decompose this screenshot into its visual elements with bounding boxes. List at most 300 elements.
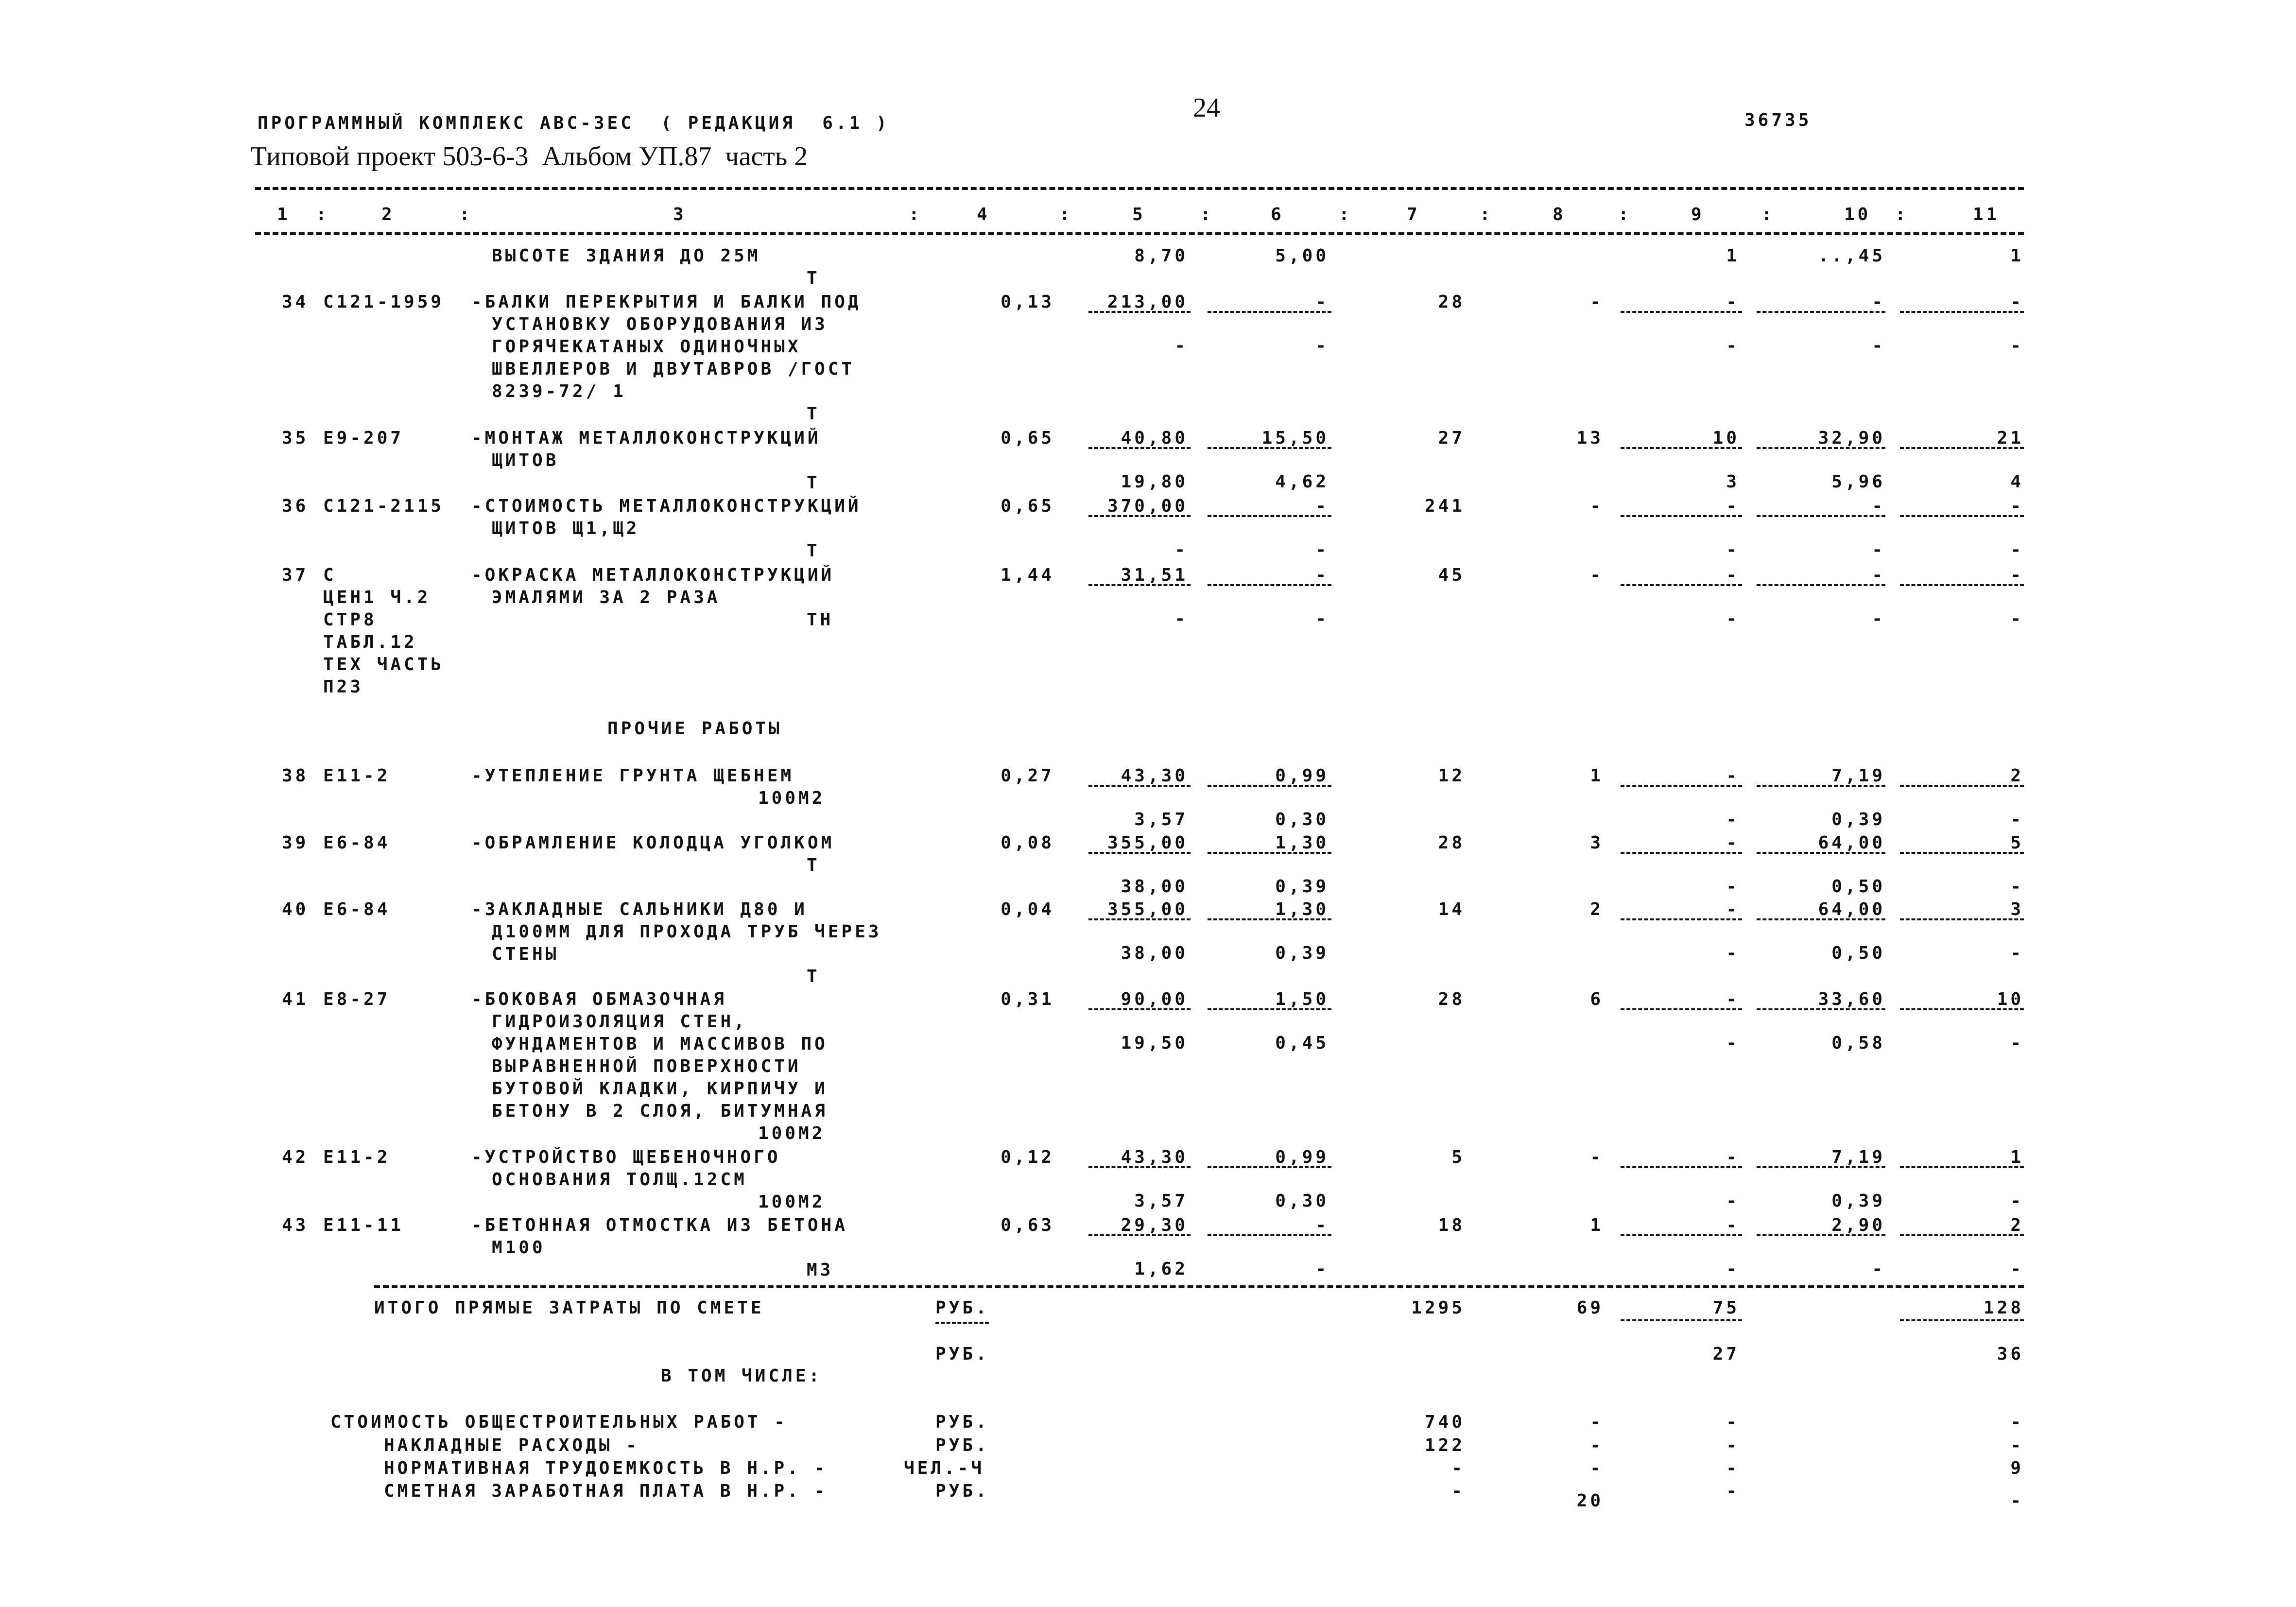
row-number: 39 bbox=[282, 833, 309, 853]
row-value-c5: 29,30 bbox=[1121, 1215, 1188, 1235]
row-divider bbox=[1900, 447, 2024, 449]
row-divider bbox=[1208, 1008, 1331, 1010]
column-number: 5 bbox=[1132, 205, 1146, 225]
breakdown-label: НАКЛАДНЫЕ РАСХОДЫ - bbox=[384, 1435, 639, 1455]
row-name: УСТАНОВКУ ОБОРУДОВАНИЯ ИЗ bbox=[492, 314, 828, 334]
row-name: М100 bbox=[492, 1238, 546, 1258]
row-value-c5: 43,30 bbox=[1121, 766, 1188, 786]
row-value-c8: - bbox=[1590, 496, 1604, 516]
row-sub-value-c6b: - bbox=[1315, 540, 1329, 560]
breakdown-c11: - bbox=[2010, 1412, 2024, 1432]
row-value-c6: - bbox=[1315, 1215, 1329, 1235]
column-number: 2 bbox=[381, 205, 395, 225]
breakdown-c9: - bbox=[1726, 1435, 1740, 1455]
row-number: 34 bbox=[282, 292, 309, 312]
row-quantity: 0,12 bbox=[1001, 1147, 1054, 1167]
document-number: 36735 bbox=[1744, 110, 1812, 130]
row-value-c6: 0,99 bbox=[1275, 1147, 1329, 1167]
row-value-c6: 1,30 bbox=[1275, 899, 1329, 919]
row-quantity: 0,13 bbox=[1001, 292, 1054, 312]
row-value-c10: 32,90 bbox=[1818, 428, 1885, 448]
row-value-c10: 64,00 bbox=[1818, 899, 1885, 919]
row-sub-value-c10b: - bbox=[1872, 609, 1885, 629]
row-value-c9: - bbox=[1726, 1147, 1740, 1167]
row-sub-value-c9b: - bbox=[1726, 943, 1740, 963]
breakdown-c7: - bbox=[1451, 1458, 1465, 1478]
column-number: 4 bbox=[977, 205, 990, 225]
row-value-c8: 1 bbox=[1590, 1215, 1604, 1235]
row-unit: Т bbox=[807, 268, 820, 288]
row-sub-value-c10b: 0,50 bbox=[1831, 943, 1885, 963]
row-sub-value-c11b: - bbox=[2010, 1033, 2024, 1053]
row-number: 35 bbox=[282, 428, 309, 448]
row-value-c5: 355,00 bbox=[1107, 833, 1188, 853]
row-value-c6: 15,50 bbox=[1261, 428, 1329, 448]
row-code: Е11-2 bbox=[323, 1147, 391, 1167]
row-number: 40 bbox=[282, 899, 309, 919]
row-value-c11: 2 bbox=[2010, 766, 2024, 786]
row-code: ЦЕН1 Ч.2 bbox=[323, 588, 431, 607]
row-divider bbox=[1757, 1234, 1885, 1236]
row-divider bbox=[1621, 311, 1742, 313]
row-number: 43 bbox=[282, 1215, 309, 1235]
row-divider bbox=[1621, 1234, 1742, 1236]
row-name: -УТЕПЛЕНИЕ ГРУНТА ЩЕБНЕМ bbox=[471, 766, 794, 786]
totals-divider bbox=[935, 1322, 989, 1324]
row-name: СТЕНЫ bbox=[492, 944, 559, 964]
row-divider bbox=[1621, 852, 1742, 854]
row-value-c10: 2,90 bbox=[1831, 1215, 1885, 1235]
row-divider bbox=[1088, 785, 1191, 787]
row-sub-value-c5b: - bbox=[1174, 540, 1188, 560]
row-quantity: 0,08 bbox=[1001, 833, 1054, 853]
row-code: СТР8 bbox=[323, 610, 377, 630]
row-value-c11: 5 bbox=[2010, 833, 2024, 853]
row-name: ЩИТОВ bbox=[492, 450, 559, 470]
breakdown-c11: - bbox=[2010, 1435, 2024, 1455]
column-separator: : bbox=[1480, 205, 1493, 225]
row-name: БЕТОНУ В 2 СЛОЯ, БИТУМНАЯ bbox=[492, 1101, 828, 1121]
row-value-c8: 2 bbox=[1590, 899, 1604, 919]
breakdown-unit: РУБ. bbox=[935, 1435, 989, 1455]
column-number: 10 bbox=[1844, 205, 1871, 225]
row-code: ТЕХ ЧАСТЬ bbox=[323, 655, 445, 674]
row-value-c6: - bbox=[1315, 496, 1329, 516]
row-unit: 100М2 bbox=[758, 1192, 826, 1212]
row-unit: 100М2 bbox=[758, 1123, 826, 1143]
row-sub-value-c6b: - bbox=[1315, 1259, 1329, 1279]
column-number: 9 bbox=[1691, 205, 1705, 225]
row-divider bbox=[1621, 584, 1742, 586]
row-number: 41 bbox=[282, 989, 309, 1009]
row-sub-value-c5b: 1,62 bbox=[1134, 1259, 1188, 1279]
row-name: -ЗАКЛАДНЫЕ САЛЬНИКИ Д80 И bbox=[471, 899, 808, 919]
row-divider bbox=[1621, 785, 1742, 787]
row-value-c6: - bbox=[1315, 565, 1329, 585]
row-name: БУТОВОЙ КЛАДКИ, КИРПИЧУ И bbox=[492, 1079, 828, 1099]
row-unit: Т bbox=[807, 404, 820, 424]
row-value-c6: 1,50 bbox=[1275, 989, 1329, 1009]
row-value-c11: 1 bbox=[2010, 246, 2024, 266]
row-value-c8: - bbox=[1590, 565, 1604, 585]
row-name: -БАЛКИ ПЕРЕКРЫТИЯ И БАЛКИ ПОД bbox=[471, 292, 862, 312]
row-divider bbox=[1757, 515, 1885, 517]
row-divider bbox=[1621, 515, 1742, 517]
row-value-c7: 28 bbox=[1438, 833, 1465, 853]
column-separator: : bbox=[1339, 205, 1352, 225]
row-divider bbox=[1757, 447, 1885, 449]
row-unit: Т bbox=[807, 473, 820, 493]
row-value-c6: 5,00 bbox=[1275, 246, 1329, 266]
row-sub-value-c9b: - bbox=[1726, 1259, 1740, 1279]
row-code: Е9-207 bbox=[323, 428, 404, 448]
row-value-c10: 64,00 bbox=[1818, 833, 1885, 853]
row-sub-value-c5b: - bbox=[1174, 609, 1188, 629]
row-quantity: 0,04 bbox=[1001, 899, 1054, 919]
row-divider bbox=[1088, 584, 1191, 586]
breakdown-c9: - bbox=[1726, 1458, 1740, 1478]
row-value-c10: 33,60 bbox=[1818, 989, 1885, 1009]
row-divider bbox=[1088, 918, 1191, 920]
row-divider bbox=[1757, 1008, 1885, 1010]
row-sub-value-c6b: 0,39 bbox=[1275, 943, 1329, 963]
row-divider bbox=[1900, 1234, 2024, 1236]
row-code: Е6-84 bbox=[323, 833, 391, 853]
row-sub-value-c11b: - bbox=[2010, 540, 2024, 560]
row-value-c11: - bbox=[2010, 496, 2024, 516]
row-divider bbox=[1208, 852, 1331, 854]
breakdown-c9: - bbox=[1726, 1412, 1740, 1432]
column-separator: : bbox=[1761, 205, 1775, 225]
row-value-c10: - bbox=[1872, 496, 1885, 516]
row-divider bbox=[1900, 785, 2024, 787]
column-number: 1 bbox=[277, 205, 291, 225]
row-sub-value-c10b: - bbox=[1872, 336, 1885, 356]
breakdown-c7: - bbox=[1451, 1481, 1465, 1501]
row-sub-value-c10b: 0,39 bbox=[1831, 1191, 1885, 1211]
breakdown-label: СМЕТНАЯ ЗАРАБОТНАЯ ПЛАТА В Н.Р. - bbox=[384, 1481, 828, 1501]
row-divider bbox=[1208, 918, 1331, 920]
row-name: ФУНДАМЕНТОВ И МАССИВОВ ПО bbox=[492, 1034, 828, 1054]
totals-c7: 1295 bbox=[1411, 1298, 1465, 1318]
project-title: Типовой проект 503-6-3 Альбом УП.87 часть 2 bbox=[250, 141, 808, 172]
row-value-c10: 7,19 bbox=[1831, 766, 1885, 786]
program-title: ПРОГРАММНЫЙ КОМПЛЕКС АВС-ЗЕС ( РЕДАКЦИЯ 6.1 ) bbox=[258, 113, 890, 133]
row-divider bbox=[1900, 918, 2024, 920]
row-sub-value-c5b: 19,50 bbox=[1121, 1033, 1188, 1053]
row-value-c9: - bbox=[1726, 496, 1740, 516]
row-code: Е11-11 bbox=[323, 1215, 404, 1235]
row-divider bbox=[1900, 852, 2024, 854]
breakdown-c8: 20 bbox=[1576, 1491, 1604, 1511]
row-name: -БЕТОННАЯ ОТМОСТКА ИЗ БЕТОНА bbox=[471, 1215, 848, 1235]
row-value-c11: 3 bbox=[2010, 899, 2024, 919]
row-value-c10: - bbox=[1872, 565, 1885, 585]
row-value-c11: 21 bbox=[1997, 428, 2024, 448]
page-number: 24 bbox=[1193, 93, 1220, 123]
row-value-c7: 18 bbox=[1438, 1215, 1465, 1235]
row-sub-value-c6b: - bbox=[1315, 609, 1329, 629]
row-quantity: 0,65 bbox=[1001, 428, 1054, 448]
row-sub-value-c9b: - bbox=[1726, 609, 1740, 629]
row-value-c11: - bbox=[2010, 565, 2024, 585]
row-sub-value-c6b: 4,62 bbox=[1275, 472, 1329, 492]
row-divider bbox=[1208, 447, 1331, 449]
row-divider bbox=[1208, 1234, 1331, 1236]
row-sub-value-c9b: - bbox=[1726, 1191, 1740, 1211]
row-code: Е11-2 bbox=[323, 766, 391, 786]
row-divider bbox=[1621, 1166, 1742, 1168]
row-sub-value-c11b: - bbox=[2010, 877, 2024, 897]
breakdown-unit: ЧЕЛ.-Ч bbox=[904, 1458, 985, 1478]
row-divider bbox=[1088, 311, 1191, 313]
row-value-c6: 0,99 bbox=[1275, 766, 1329, 786]
row-value-c9: - bbox=[1726, 766, 1740, 786]
row-sub-value-c6b: - bbox=[1315, 336, 1329, 356]
row-sub-value-c10b: 0,39 bbox=[1831, 810, 1885, 829]
row-value-c9: - bbox=[1726, 565, 1740, 585]
row-name: ВЫРАВНЕННОЙ ПОВЕРХНОСТИ bbox=[492, 1056, 801, 1076]
row-value-c5: 43,30 bbox=[1121, 1147, 1188, 1167]
row-divider bbox=[1621, 918, 1742, 920]
row-value-c10: 7,19 bbox=[1831, 1147, 1885, 1167]
row-sub-value-c11b: - bbox=[2010, 609, 2024, 629]
breakdown-c7: 740 bbox=[1424, 1412, 1465, 1432]
row-code: Е6-84 bbox=[323, 899, 391, 919]
section-title: ПРОЧИЕ РАБОТЫ bbox=[607, 719, 782, 739]
row-name: ЭМАЛЯМИ ЗА 2 РАЗА bbox=[492, 588, 721, 607]
row-divider bbox=[1088, 1008, 1191, 1010]
row-sub-value-c5b: 3,57 bbox=[1134, 810, 1188, 829]
breakdown-label: СТОИМОСТЬ ОБЩЕСТРОИТЕЛЬНЫХ РАБОТ - bbox=[330, 1412, 788, 1432]
row-value-c11: 2 bbox=[2010, 1215, 2024, 1235]
row-value-c9: - bbox=[1726, 1215, 1740, 1235]
row-quantity: 0,27 bbox=[1001, 766, 1054, 786]
column-separator: : bbox=[909, 205, 922, 225]
row-sub-value-c10b: 0,58 bbox=[1831, 1033, 1885, 1053]
breakdown-label: НОРМАТИВНАЯ ТРУДОЕМКОСТЬ В Н.Р. - bbox=[384, 1458, 828, 1478]
row-value-c8: 1 bbox=[1590, 766, 1604, 786]
row-sub-value-c6b: 0,30 bbox=[1275, 810, 1329, 829]
column-separator: : bbox=[1200, 205, 1214, 225]
row-value-c9: - bbox=[1726, 833, 1740, 853]
row-sub-value-c10b: - bbox=[1872, 1259, 1885, 1279]
column-separator: : bbox=[316, 205, 329, 225]
row-name: ШВЕЛЛЕРОВ И ДВУТАВРОВ /ГОСТ bbox=[492, 359, 855, 379]
row-value-c9: - bbox=[1726, 989, 1740, 1009]
row-value-c7: 45 bbox=[1438, 565, 1465, 585]
row-sub-value-c5b: 38,00 bbox=[1121, 877, 1188, 897]
row-unit: Т bbox=[807, 967, 820, 986]
row-code: ТАБЛ.12 bbox=[323, 632, 417, 652]
column-separator: : bbox=[459, 205, 473, 225]
row-value-c7: 241 bbox=[1424, 496, 1465, 516]
row-name: ВЫСОТЕ ЗДАНИЯ ДО 25М bbox=[492, 246, 761, 266]
row-name: Д100ММ ДЛЯ ПРОХОДА ТРУБ ЧЕРЕЗ bbox=[492, 922, 882, 942]
row-divider bbox=[1900, 1166, 2024, 1168]
row-code: С bbox=[323, 565, 337, 585]
row-value-c7: 12 bbox=[1438, 766, 1465, 786]
row-divider bbox=[1757, 311, 1885, 313]
totals-unit-2: РУБ. bbox=[935, 1344, 989, 1364]
row-value-c6: - bbox=[1315, 292, 1329, 312]
row-divider bbox=[1757, 918, 1885, 920]
row-value-c5: 213,00 bbox=[1107, 292, 1188, 312]
row-sub-value-c10b: 0,50 bbox=[1831, 877, 1885, 897]
column-number: 3 bbox=[673, 205, 687, 225]
row-divider bbox=[1088, 1166, 1191, 1168]
row-divider bbox=[1757, 584, 1885, 586]
row-divider bbox=[1900, 584, 2024, 586]
row-sub-value-c9b: 3 bbox=[1726, 472, 1740, 492]
row-unit: М3 bbox=[807, 1260, 834, 1280]
breakdown-c11: 9 bbox=[2010, 1458, 2024, 1478]
row-code: С121-2115 bbox=[323, 496, 445, 516]
row-value-c8: 3 bbox=[1590, 833, 1604, 853]
row-name: ГИДРОИЗОЛЯЦИЯ СТЕН, bbox=[492, 1012, 747, 1032]
row-sub-value-c11b: - bbox=[2010, 943, 2024, 963]
breakdown-c11: - bbox=[2010, 1491, 2024, 1511]
row-unit: Т bbox=[807, 541, 820, 561]
row-sub-value-c6b: 0,45 bbox=[1275, 1033, 1329, 1053]
row-sub-value-c11b: - bbox=[2010, 1191, 2024, 1211]
row-sub-value-c11b: - bbox=[2010, 810, 2024, 829]
row-sub-value-c5b: - bbox=[1174, 336, 1188, 356]
row-sub-value-c9b: - bbox=[1726, 336, 1740, 356]
row-value-c5: 90,00 bbox=[1121, 989, 1188, 1009]
totals-c11: 128 bbox=[1983, 1298, 2024, 1318]
row-divider bbox=[1621, 1008, 1742, 1010]
row-divider bbox=[1757, 1166, 1885, 1168]
column-number: 7 bbox=[1407, 205, 1420, 225]
column-separator: : bbox=[1059, 205, 1073, 225]
row-value-c7: 27 bbox=[1438, 428, 1465, 448]
row-quantity: 1,44 bbox=[1001, 565, 1054, 585]
row-number: 38 bbox=[282, 766, 309, 786]
column-number: 6 bbox=[1271, 205, 1284, 225]
row-sub-value-c6b: 0,39 bbox=[1275, 877, 1329, 897]
row-value-c7: 14 bbox=[1438, 899, 1465, 919]
breakdown-c8: - bbox=[1590, 1458, 1604, 1478]
row-divider bbox=[1757, 852, 1885, 854]
row-sub-value-c5b: 3,57 bbox=[1134, 1191, 1188, 1211]
row-sub-value-c9b: - bbox=[1726, 877, 1740, 897]
row-value-c8: - bbox=[1590, 1147, 1604, 1167]
row-name: -ОБРАМЛЕНИЕ КОЛОДЦА УГОЛКОМ bbox=[471, 833, 835, 853]
row-code: Е8-27 bbox=[323, 989, 391, 1009]
breakdown-unit: РУБ. bbox=[935, 1412, 989, 1432]
column-separator: : bbox=[1618, 205, 1632, 225]
row-value-c9: 1 bbox=[1726, 246, 1740, 266]
row-divider bbox=[1208, 515, 1331, 517]
row-divider bbox=[1900, 311, 2024, 313]
row-quantity: 0,65 bbox=[1001, 496, 1054, 516]
row-quantity: 0,63 bbox=[1001, 1215, 1054, 1235]
column-number: 8 bbox=[1553, 205, 1566, 225]
row-value-c6: 1,30 bbox=[1275, 833, 1329, 853]
row-value-c9: - bbox=[1726, 292, 1740, 312]
row-sub-value-c9b: - bbox=[1726, 1033, 1740, 1053]
row-value-c5: 31,51 bbox=[1121, 565, 1188, 585]
row-sub-value-c6b: 0,30 bbox=[1275, 1191, 1329, 1211]
row-value-c8: 13 bbox=[1576, 428, 1604, 448]
totals-c9: 75 bbox=[1712, 1298, 1740, 1318]
row-quantity: 0,31 bbox=[1001, 989, 1054, 1009]
row-value-c11: 1 bbox=[2010, 1147, 2024, 1167]
row-name: ЩИТОВ Щ1,Щ2 bbox=[492, 518, 640, 538]
row-name: -МОНТАЖ МЕТАЛЛОКОНСТРУКЦИЙ bbox=[471, 428, 821, 448]
row-value-c8: 6 bbox=[1590, 989, 1604, 1009]
row-divider bbox=[1088, 1234, 1191, 1236]
row-sub-value-c10b: - bbox=[1872, 540, 1885, 560]
column-separator: : bbox=[1895, 205, 1909, 225]
row-value-c9: - bbox=[1726, 899, 1740, 919]
row-value-c5: 40,80 bbox=[1121, 428, 1188, 448]
row-value-c5: 355,00 bbox=[1107, 899, 1188, 919]
totals-c11-sub: 36 bbox=[1997, 1344, 2024, 1364]
row-value-c11: 10 bbox=[1997, 989, 2024, 1009]
row-sub-value-c11b: - bbox=[2010, 1259, 2024, 1279]
row-number: 37 bbox=[282, 565, 309, 585]
breakdown-c9: - bbox=[1726, 1481, 1740, 1501]
row-name: -УСТРОЙСТВО ЩЕБЕНОЧНОГО bbox=[471, 1147, 781, 1167]
row-divider bbox=[1208, 1166, 1331, 1168]
totals-unit: РУБ. bbox=[935, 1298, 989, 1318]
row-value-c9: 10 bbox=[1712, 428, 1740, 448]
row-sub-value-c10b: 5,96 bbox=[1831, 472, 1885, 492]
totals-divider bbox=[1900, 1319, 2024, 1321]
row-divider bbox=[1088, 447, 1191, 449]
row-value-c10: - bbox=[1872, 292, 1885, 312]
row-name: -ОКРАСКА МЕТАЛЛОКОНСТРУКЦИЙ bbox=[471, 565, 835, 585]
row-divider bbox=[1900, 1008, 2024, 1010]
row-name: -СТОИМОСТЬ МЕТАЛЛОКОНСТРУКЦИЙ bbox=[471, 496, 862, 516]
row-value-c7: 28 bbox=[1438, 989, 1465, 1009]
row-name: ОСНОВАНИЯ ТОЛЩ.12СМ bbox=[492, 1170, 747, 1190]
row-number: 42 bbox=[282, 1147, 309, 1167]
row-code: С121-1959 bbox=[323, 292, 445, 312]
totals-label: ИТОГО ПРЯМЫЕ ЗАТРАТЫ ПО СМЕТЕ bbox=[374, 1298, 764, 1318]
row-code: П23 bbox=[323, 677, 364, 697]
row-name: -БОКОВАЯ ОБМАЗОЧНАЯ bbox=[471, 989, 727, 1009]
including-label: В ТОМ ЧИСЛЕ: bbox=[661, 1366, 823, 1386]
row-name: ГОРЯЧЕКАТАНЫХ ОДИНОЧНЫХ bbox=[492, 337, 801, 357]
breakdown-c7: 122 bbox=[1424, 1435, 1465, 1455]
row-value-c11: - bbox=[2010, 292, 2024, 312]
breakdown-c8: - bbox=[1590, 1435, 1604, 1455]
row-value-c7: 28 bbox=[1438, 292, 1465, 312]
row-value-c8: - bbox=[1590, 292, 1604, 312]
breakdown-unit: РУБ. bbox=[935, 1481, 989, 1501]
totals-rule bbox=[374, 1285, 2024, 1288]
row-name: 8239-72/ 1 bbox=[492, 381, 626, 401]
column-number: 11 bbox=[1973, 205, 2000, 225]
row-divider bbox=[1208, 584, 1331, 586]
row-divider bbox=[1621, 447, 1742, 449]
row-value-c5: 8,70 bbox=[1134, 246, 1188, 266]
row-value-c5: 370,00 bbox=[1107, 496, 1188, 516]
row-sub-value-c11b: - bbox=[2010, 336, 2024, 356]
row-sub-value-c5b: 38,00 bbox=[1121, 943, 1188, 963]
totals-c9-sub: 27 bbox=[1712, 1344, 1740, 1364]
row-value-c10: ..,45 bbox=[1818, 246, 1885, 266]
totals-divider bbox=[1621, 1319, 1742, 1321]
row-divider bbox=[1757, 785, 1885, 787]
row-sub-value-c11b: 4 bbox=[2010, 472, 2024, 492]
totals-c8: 69 bbox=[1576, 1298, 1604, 1318]
row-divider bbox=[1208, 785, 1331, 787]
row-unit: ТН bbox=[807, 610, 834, 630]
